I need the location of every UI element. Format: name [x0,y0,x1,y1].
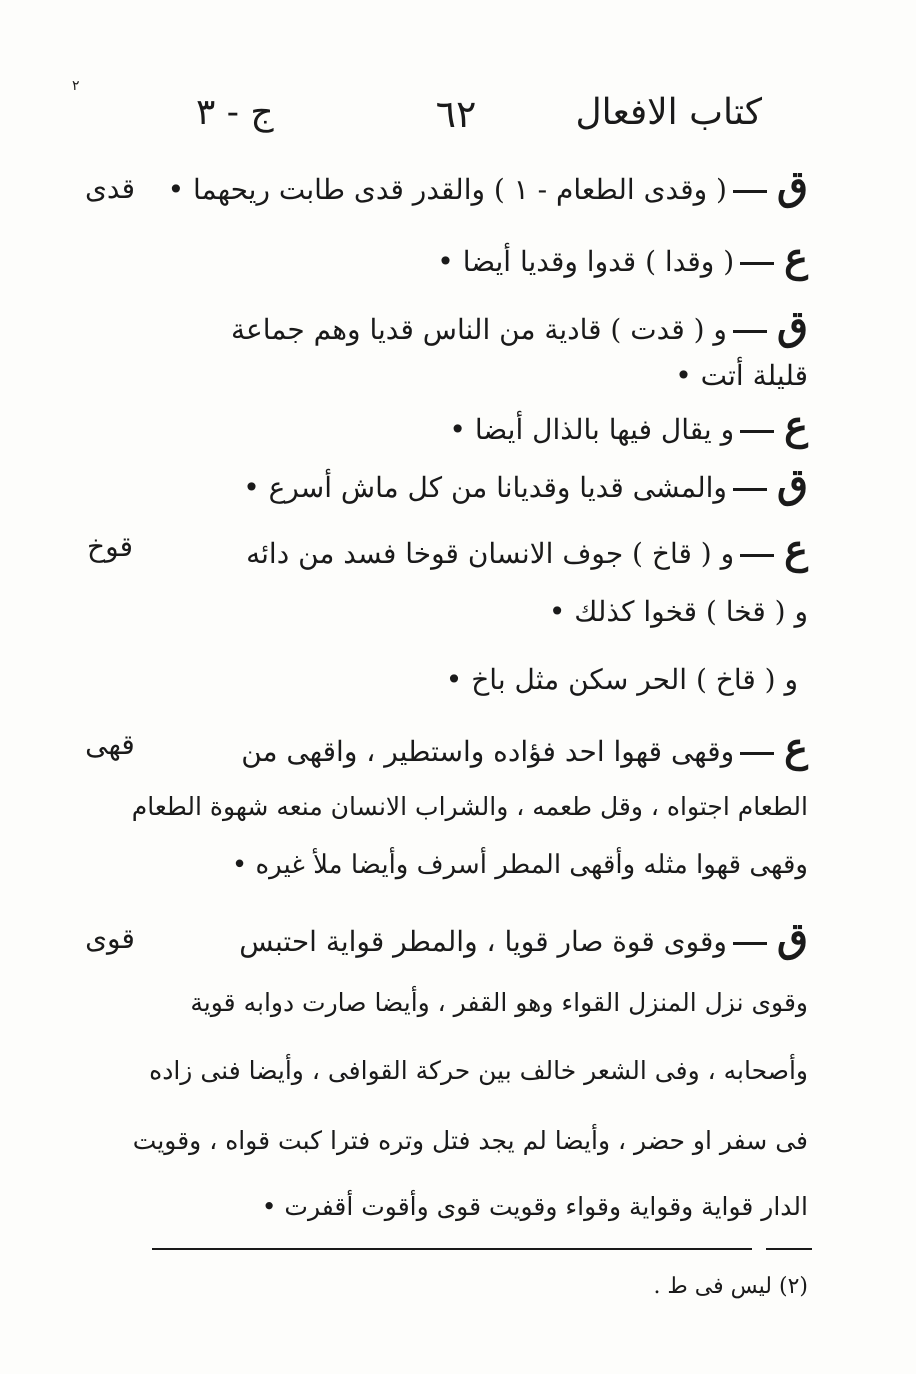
line-text: وقوى نزل المنزل القواء وهو القفر ، وأيضا صارت دوابه قوية [190,988,808,1017]
margin-word: قوى [85,922,135,955]
dash [733,488,767,491]
line-text: و ( قخا ) قخوا كذلك • [548,595,808,628]
margin-word: قوخ [87,530,133,563]
part-label: ج - ٣ [196,92,274,133]
entry-line [168,526,808,573]
dash [733,330,767,333]
footnote: (٢) ليس فى ط . [653,1274,808,1299]
line-text: و ( قاخ ) جوف الانسان قوخا فسد من دائه [246,537,735,570]
line-text: و ( قاخ ) الحر سكن مثل باخ • [445,663,798,696]
entry-line [168,724,808,771]
footnote-rule [152,1248,812,1250]
source-letter: ق [776,162,808,209]
entry-line [116,914,808,961]
entry-line [168,402,808,449]
rule-gap [752,1245,766,1251]
source-letter: ق [776,460,808,507]
page-header [150,92,762,148]
entry-line [168,460,808,507]
continuation-line [116,990,808,1015]
source-letter: ع [784,724,808,771]
continuation-line [116,1194,808,1219]
dash [740,262,774,265]
line-text: ( وقدا ) قدوا وقديا أيضا • [437,245,735,278]
dash [733,942,767,945]
corner-mark: ٢ [72,78,80,94]
line-text: والمشى قديا وقديانا من كل ماش أسرع • [243,471,727,504]
continuation-line [158,663,798,696]
dash [733,190,767,193]
line-text: فى سفر او حضر ، وأيضا لم يجد فتل وتره فترا كبت قواه ، وقويت [132,1126,808,1155]
page-number: ٦٢ [435,92,477,136]
continuation-line [116,1128,808,1153]
line-text: وقهى قهوا مثله وأقهى المطر أسرف وأيضا ملأ غيره • [231,850,808,880]
line-text: وقوى قوة صار قويا ، والمطر قواية احتبس [239,925,727,958]
margin-word: قدى [85,172,135,205]
continuation-line [116,1058,808,1083]
source-letter: ع [784,526,808,573]
source-letter: ع [784,402,808,449]
line-text: ( وقدى الطعام - ١ ) والقدر قدى طابت ريحهما • [167,173,727,206]
line-text: الطعام اجتواه ، وقل طعمه ، والشراب الانسان منعه شهوة الطعام [131,792,808,821]
entry-line [167,162,808,209]
continuation-line [116,852,808,878]
continuation-line [168,359,808,392]
dash [740,752,774,755]
continuation-line [116,794,808,819]
entry-line [168,234,808,281]
source-letter: ق [776,302,808,349]
book-title: كتاب الافعال [575,92,762,133]
line-text: وقهى قهوا احد فؤاده واستطير ، واقهى من [241,735,735,768]
dash [740,554,774,557]
line-text: قليلة أتت • [675,359,808,392]
margin-word: قهى [85,728,135,761]
line-text: و ( قدت ) قادية من الناس قديا وهم جماعة [230,313,727,346]
continuation-line [168,595,808,628]
line-text: الدار قواية وقواية وقواء وقويت قوى وأقوت أقفرت • [261,1192,808,1221]
line-text: و يقال فيها بالذال أيضا • [449,413,735,446]
line-text: وأصحابه ، وفى الشعر خالف بين حركة القوافى ، وأيضا فنى زاده [149,1056,808,1085]
dash [740,430,774,433]
source-letter: ق [776,914,808,961]
source-letter: ع [784,234,808,281]
entry-line [116,302,808,349]
